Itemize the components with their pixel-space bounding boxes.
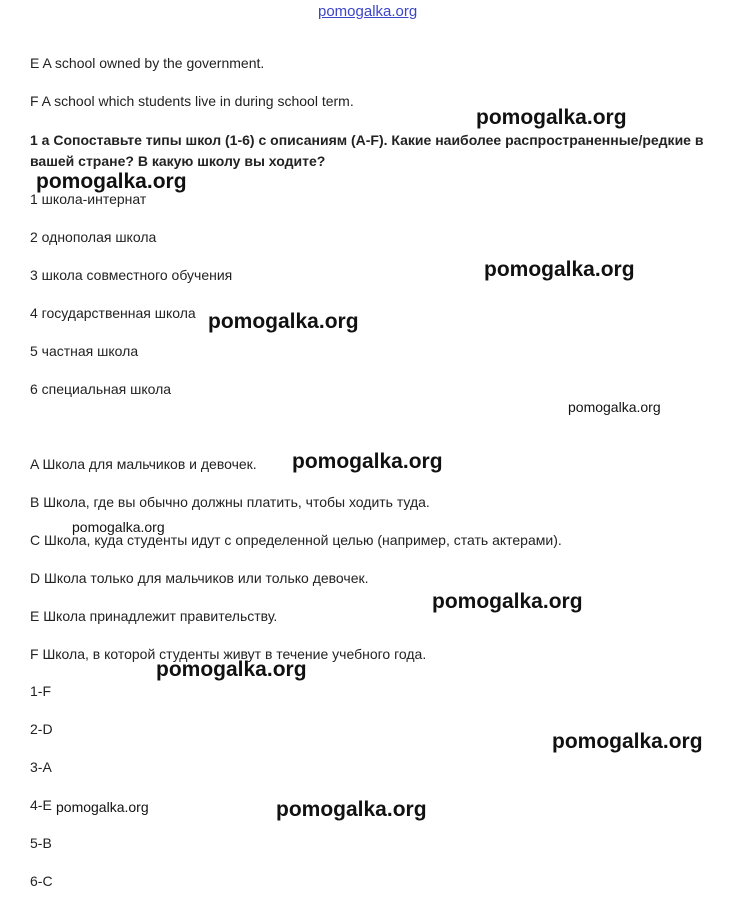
watermark: pomogalka.org [36,170,187,193]
watermark: pomogalka.org [568,399,661,415]
school-type-4: 4 государственная школа [30,305,196,321]
watermark: pomogalka.org [276,798,427,821]
answer-2: 2-D [30,721,53,737]
answer-1: 1-F [30,683,51,699]
task-heading: 1 a Сопоставьте типы школ (1-6) с описаниям (A-F). Какие наиболее распространенные/редкие в вашей стране? В какую школу вы ходите? [30,132,704,169]
watermark: pomogalka.org [292,450,443,473]
site-header-link[interactable]: pomogalka.org [318,3,418,20]
answer-3: 3-A [30,759,52,775]
school-type-6: 6 специальная школа [30,381,172,397]
watermark: pomogalka.org [476,106,627,129]
school-type-1: 1 школа-интернат [30,191,147,207]
description-a: A Школа для мальчиков и девочек. [30,456,257,472]
description-f: F Школа, в которой студенты живут в течение учебного года. [30,646,427,662]
answer-5: 5-B [30,835,52,851]
watermark: pomogalka.org [56,799,149,815]
school-type-2: 2 однополая школа [30,229,157,245]
english-def-f: F A school which students live in during school term. [30,93,354,109]
school-type-5: 5 частная школа [30,343,139,359]
answer-4: 4-E [30,797,52,813]
description-e: E Школа принадлежит правительству. [30,608,278,624]
description-d: D Школа только для мальчиков или только девочек. [30,570,369,586]
watermark: pomogalka.org [208,310,359,333]
watermark: pomogalka.org [484,258,635,281]
watermark: pomogalka.org [552,730,703,753]
school-type-3: 3 школа совместного обучения [30,267,233,283]
description-b: B Школа, где вы обычно должны платить, чтобы ходить туда. [30,494,430,510]
english-def-e: E A school owned by the government. [30,55,265,71]
description-c: C Школа, куда студенты идут с определенной целью (например, стать актерами). [30,532,562,548]
watermark: pomogalka.org [156,658,307,681]
answer-6: 6-C [30,873,53,889]
watermark: pomogalka.org [72,519,165,535]
watermark: pomogalka.org [432,590,583,613]
